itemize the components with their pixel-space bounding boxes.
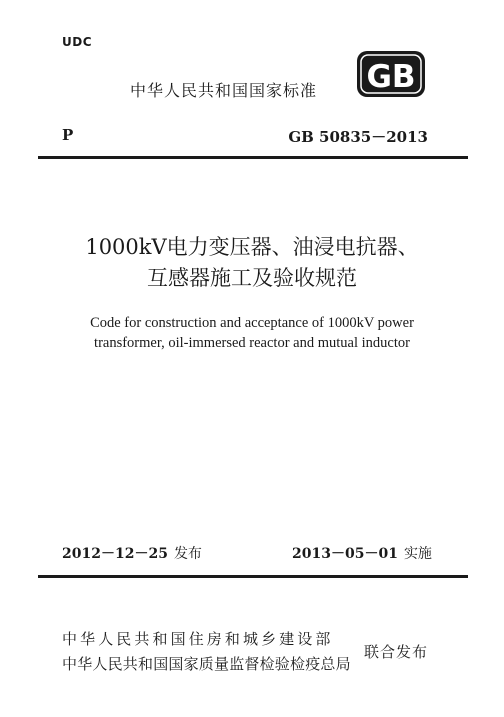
issue-date: 2012－12－25 <box>62 546 168 562</box>
issue-label: 发布 <box>173 546 202 562</box>
implementation-date-block <box>292 543 432 563</box>
implementation-label: 实施 <box>403 546 432 562</box>
chinese-title-line-1: 1000kV电力变压器、油浸电抗器、 <box>85 235 419 259</box>
english-title-line-2: transformer, oil-immersed reactor and mutual inductor <box>94 335 410 351</box>
standard-category-title: 中华人民共和国国家标准 <box>130 81 318 100</box>
issuing-authority-1: 中华人民共和国住房和城乡建设部 <box>62 630 334 648</box>
issue-date-block <box>62 543 202 563</box>
chinese-title-line-2: 互感器施工及验收规范 <box>147 266 357 290</box>
bottom-divider <box>38 575 468 578</box>
english-title-line-1: Code for construction and acceptance of 1000kV power <box>90 315 414 331</box>
top-divider <box>38 156 468 159</box>
implementation-date: 2013－05－01 <box>292 546 398 562</box>
gb-logo-text: GB <box>366 59 416 95</box>
joint-issue-label: 联合发布 <box>364 643 429 661</box>
udc-label: UDC <box>62 35 93 49</box>
gb-logo-icon <box>356 50 426 98</box>
classification-code: P <box>62 126 74 144</box>
issuing-authority-2: 中华人民共和国国家质量监督检验检疫总局 <box>62 655 351 673</box>
standard-number: GB 50835－2013 <box>288 128 428 146</box>
